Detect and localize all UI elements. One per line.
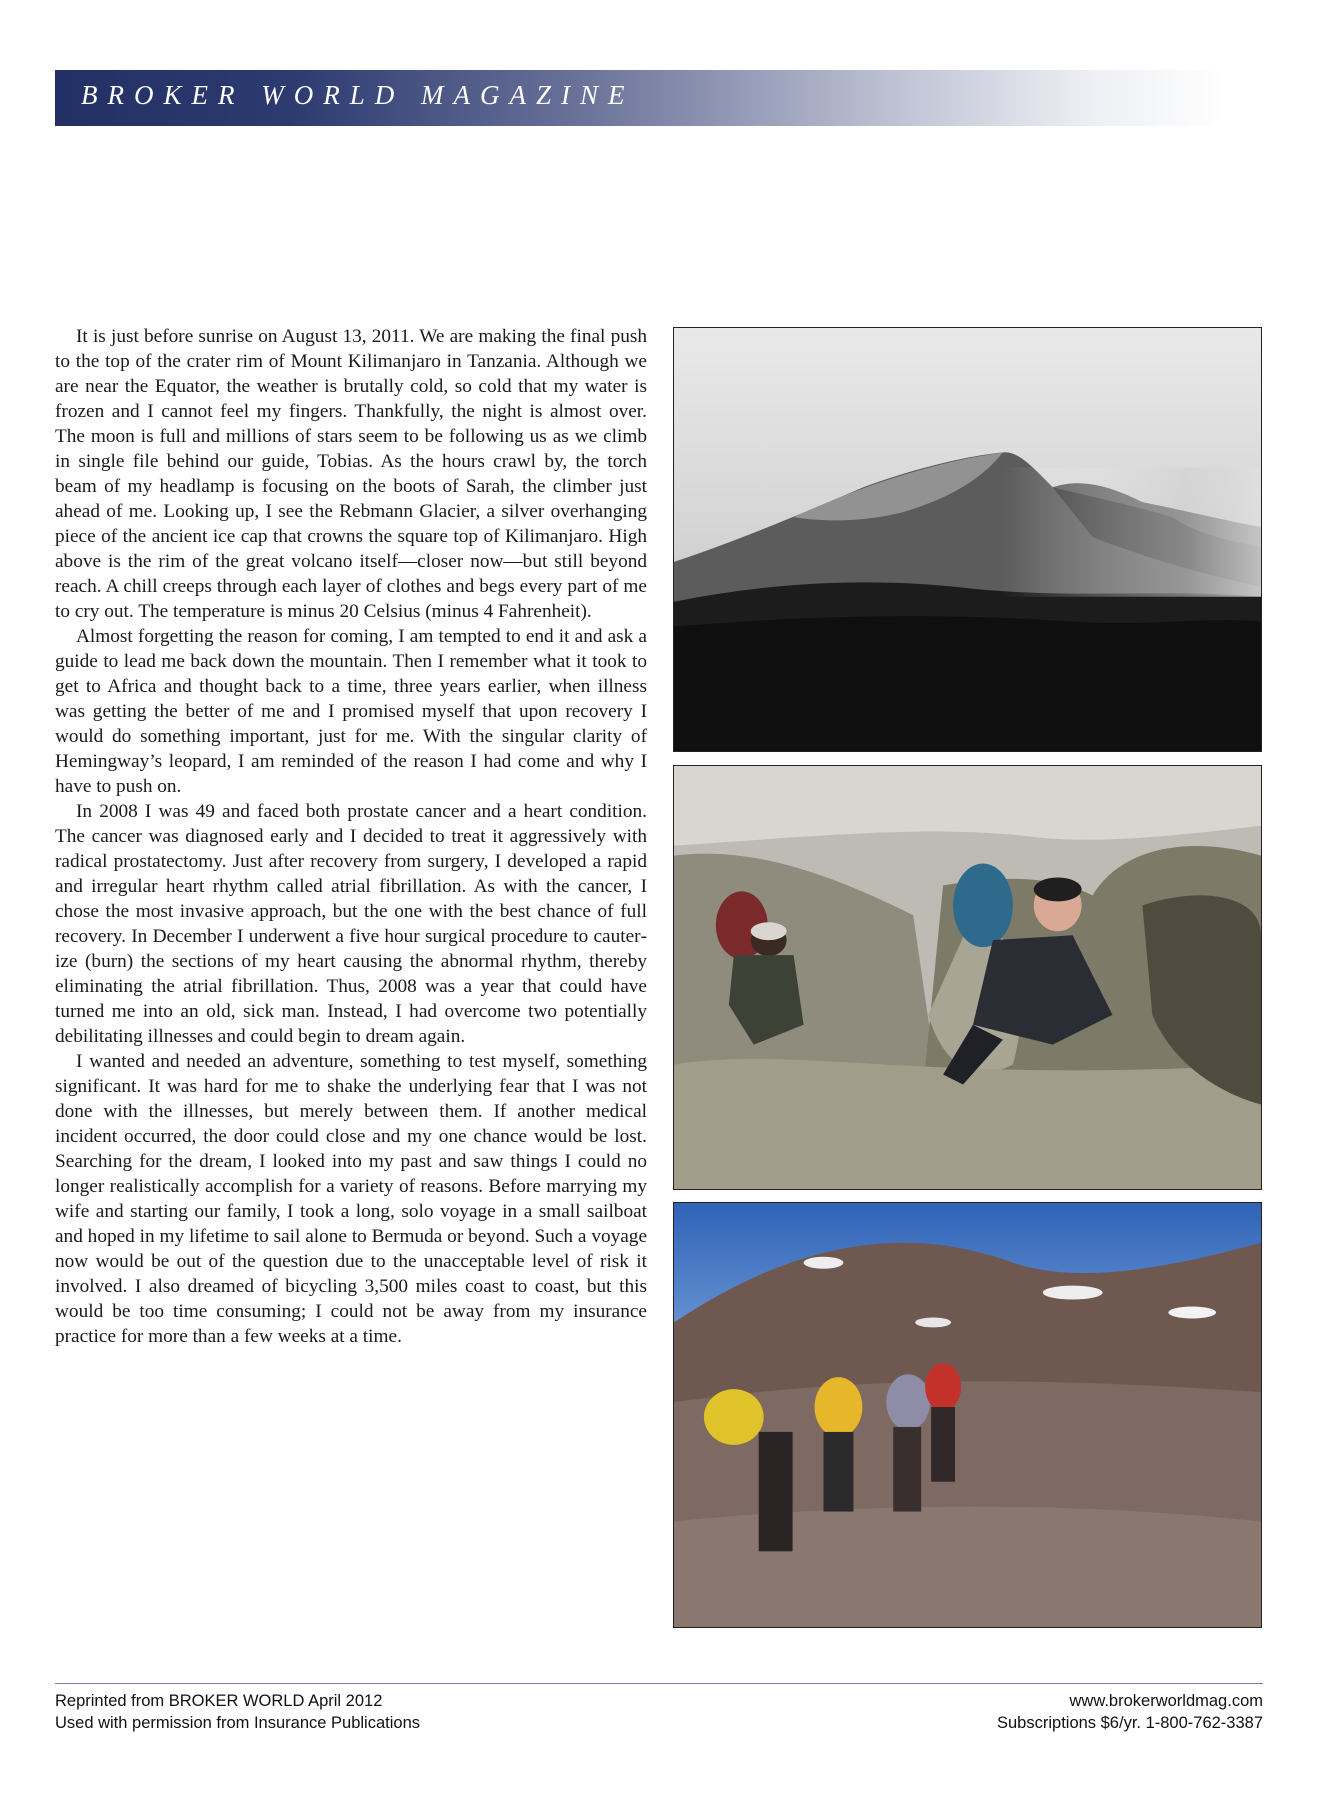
footer-subscription-line: Subscriptions $6/yr. 1-800-762-3387 [997,1714,1263,1732]
article-paragraph: It is just before sunrise on August 13, 2011. We are making the final push to the top of the crater rim of Mount Kilimanjaro in Tanzania. Although we are near the Equator, the weather is brutally cold, so cold that my water is frozen and I cannot feel my fingers. Thankfully, the night is almost over. The moon is full and millions of stars seem to be following us as we climb in single file behind our guide, Tobias. As the hours crawl by, the torch beam of my headlamp is focusing on the boots of Sarah, the climber just ahead of me. Looking up, I see the Rebmann Glacier, a silver overhanging piece of the ancient ice cap that crowns the square top of Kilimanjaro. High above is the rim of the great volcano itself—closer now—but still beyond reach. A chill creeps through each layer of clothes and begs every part of me to cry out. The temperature is minus 20 Celsius (minus 4 Fahrenheit). [55,326,647,622]
magazine-title: BROKER WORLD MAGAZINE [81,80,635,110]
article-body [55,324,647,1349]
footer-reprint-line: Reprinted from BROKER WORLD April 2012 [55,1692,383,1710]
article-paragraph: I wanted and needed an adventure, something to test myself, something significant. It was hard for me to shake the underlying fear that I was not done with the illnesses, but merely between them. If another medical incident occurred, the door could close and my one chance would be lost. Searching for the dream, I looked into my past and saw things I could no longer realistically accomplish for a variety of reasons. Before marrying my wife and starting our family, I took a long, solo voyage in a small sailboat and hoped in my lifetime to sail alone to Bermuda or beyond. Such a voyage now would be out of the question due to the unacceptable level of risk it involved. I also dreamed of bicycling 3,500 miles coast to coast, but this would be too time consuming; I could not be away from my insurance practice for more than a few weeks at a time. [55,1051,647,1347]
photo-trekkers-scree [673,1202,1262,1628]
climbers-rock-image [674,766,1261,1189]
photo-kilimanjaro-summit [673,327,1262,752]
footer-website-link[interactable]: www.brokerworldmag.com [1069,1692,1263,1710]
photo-climbers-rock [673,765,1262,1190]
footer-rule [55,1683,1263,1684]
article-paragraph: Almost forgetting the reason for coming, I am tempted to end it and ask a guide to lead me back down the mountain. Then I remember what it took to get to Africa and thought back to a time, three years earlier, when illness was getting the better of me and I promised myself that upon recovery I would do something important, just for me. With the singular clarity of Hemingway’s leopard, I am reminded of the reason I had come and why I have to push on. [55,626,647,797]
footer-permission-line: Used with permission from Insurance Publications [55,1714,420,1732]
article-paragraph: In 2008 I was 49 and faced both prostate cancer and a heart condition. The cancer was diagnosed early and I decided to treat it aggressively with radical prostatectomy. Just after recovery from surgery, I developed a rapid and irregular heart rhythm called atrial fibrillation. As with the cancer, I chose the most invasive approach, but the one with the best chance of full recovery. In December I underwent a five hour surgical procedure to cauterize (burn) the sections of my heart causing the abnormal rhythm, thereby eliminating the atrial fibrillation. Thus, 2008 was a year that could have turned me into an old, sick man. Instead, I had overcome two potentially debilitating illnesses and could begin to dream again. [55,801,647,1047]
masthead-band [55,70,1225,126]
summit-image [674,328,1261,751]
trekkers-scree-image [674,1203,1261,1627]
